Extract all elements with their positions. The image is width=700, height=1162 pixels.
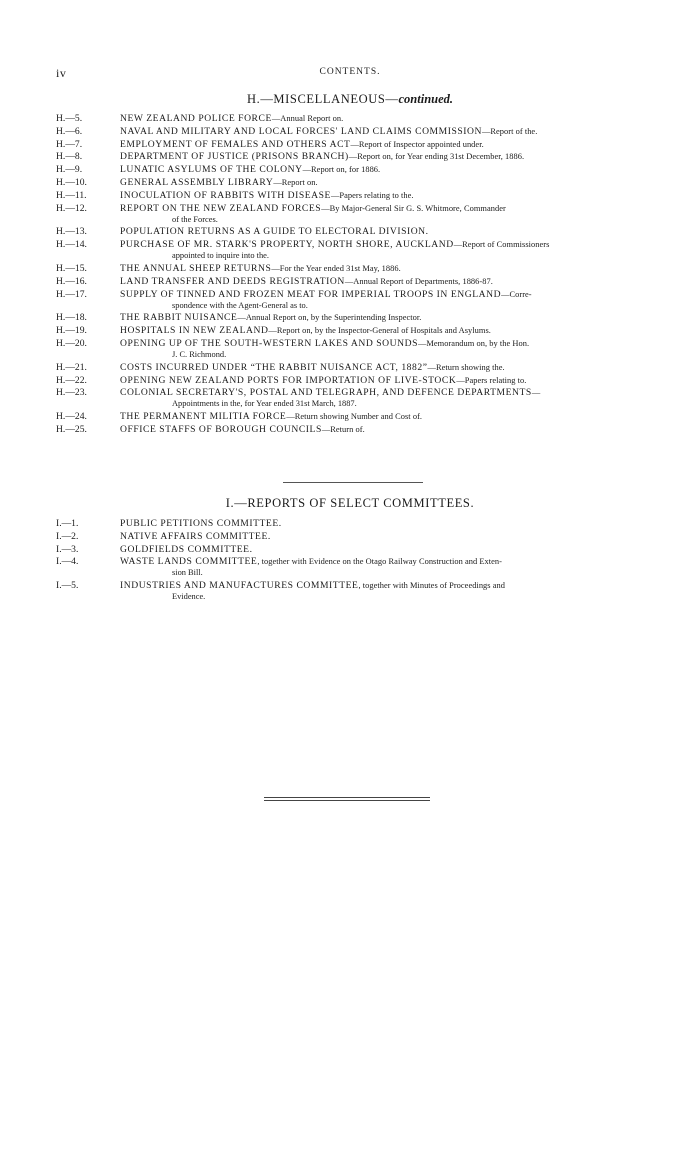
- entry-body: [120, 126, 632, 137]
- entry-description: —Papers relating to the.: [330, 190, 414, 200]
- entry-title: DEPARTMENT OF JUSTICE (PRISONS BRANCH): [120, 151, 349, 163]
- entry-body: [120, 518, 632, 529]
- entry-body: [120, 289, 632, 311]
- entry-description: —Papers relating to.: [456, 375, 527, 385]
- contents-entry: [56, 424, 632, 435]
- contents-entry: [56, 556, 632, 578]
- entry-description: —Report on, for 1886.: [302, 165, 381, 175]
- entry-title: COLONIAL SECRETARY'S, POSTAL AND TELEGRAPH, AND DEFENCE DEPARTMENTS: [120, 387, 532, 399]
- entry-description: —Annual Report on.: [271, 114, 344, 123]
- entry-code: H.—23.: [56, 387, 87, 399]
- entry-code: H.—19.: [56, 325, 87, 337]
- entry-continuation: appointed to inquire into the.: [172, 251, 269, 261]
- entry-body: [120, 139, 632, 150]
- entry-body: [120, 580, 632, 602]
- entry-title: NEW ZEALAND POLICE FORCE: [120, 113, 272, 124]
- entry-description: —Memorandum on, by the Hon.: [417, 338, 530, 348]
- entry-description: —: [531, 388, 541, 398]
- entry-code: H.—15.: [56, 262, 87, 274]
- entry-description: —Annual Report on, by the Superintending Inspector.: [237, 313, 422, 323]
- entry-body: [120, 375, 632, 386]
- entry-continuation: J. C. Richmond.: [172, 349, 227, 359]
- entry-title: OFFICE STAFFS OF BOROUGH COUNCILS: [120, 423, 322, 435]
- entry-title: INDUSTRIES AND MANUFACTURES COMMITTEE: [120, 580, 359, 592]
- contents-entry: [56, 289, 632, 311]
- entry-body: [120, 531, 632, 542]
- entry-description: —Report of the.: [481, 126, 538, 136]
- entry-title: LUNATIC ASYLUMS OF THE COLONY: [120, 164, 303, 176]
- entry-continuation: Appointments in the, for Year ended 31st March, 1887.: [172, 399, 357, 409]
- section-h-list: [56, 113, 632, 437]
- entry-description: —Corre-: [501, 289, 532, 299]
- entry-body: [120, 312, 632, 323]
- entry-body: [120, 164, 632, 175]
- end-double-rule: [264, 797, 430, 801]
- entry-body: [120, 190, 632, 201]
- entry-body: [120, 411, 632, 422]
- contents-entry: [56, 338, 632, 360]
- entry-code: I.—2.: [56, 530, 79, 542]
- entry-code: H.—6.: [56, 125, 83, 137]
- entry-body: [120, 203, 632, 225]
- entry-title: HOSPITALS IN NEW ZEALAND: [120, 325, 269, 337]
- entry-title: NAVAL AND MILITARY AND LOCAL FORCES' LAND CLAIMS COMMISSION: [120, 125, 482, 137]
- entry-title: EMPLOYMENT OF FEMALES AND OTHERS ACT: [120, 138, 351, 150]
- entry-body: [120, 226, 632, 237]
- entry-code: H.—7.: [56, 138, 83, 150]
- contents-entry: [56, 544, 632, 555]
- entry-code: H.—10.: [56, 176, 87, 188]
- entry-description: , together with Evidence on the Otago Railway Construction and Exten-: [257, 557, 502, 567]
- contents-entry: [56, 263, 632, 274]
- entry-description: —Return showing Number and Cost of.: [286, 412, 423, 422]
- contents-entry: [56, 518, 632, 529]
- entry-code: H.—14.: [56, 239, 87, 251]
- entry-code: H.—11.: [56, 189, 87, 201]
- entry-description: —Return showing the.: [427, 362, 505, 372]
- entry-title: SUPPLY OF TINNED AND FROZEN MEAT FOR IMPERIAL TROOPS IN ENGLAND: [120, 288, 502, 300]
- entry-code: H.—16.: [56, 275, 87, 287]
- contents-entry: [56, 126, 632, 137]
- entry-title: NATIVE AFFAIRS COMMITTEE.: [120, 530, 271, 542]
- section-divider: [283, 482, 423, 483]
- contents-entry: [56, 226, 632, 237]
- contents-entry: [56, 164, 632, 175]
- entry-description: —Annual Report of Departments, 1886-87.: [344, 276, 493, 286]
- contents-entry: [56, 375, 632, 386]
- contents-entry: [56, 580, 632, 602]
- contents-entry: [56, 151, 632, 162]
- entry-body: [120, 276, 632, 287]
- entry-description: —Return of.: [321, 424, 365, 434]
- entry-body: [120, 338, 632, 360]
- entry-code: H.—9.: [56, 164, 83, 176]
- entry-body: [120, 263, 632, 274]
- entry-code: I.—4.: [56, 556, 79, 568]
- section-heading-h-text: H.—MISCELLANEOUS—: [246, 92, 399, 106]
- entry-continuation: sion Bill.: [172, 568, 203, 578]
- section-heading-h: [0, 92, 700, 107]
- entry-code: I.—3.: [56, 543, 79, 555]
- entry-description: —Report on, for Year ending 31st December, 1886.: [348, 152, 525, 162]
- entry-description: —By Major-General Sir G. S. Whitmore, Commander: [321, 203, 506, 213]
- entry-title: INOCULATION OF RABBITS WITH DISEASE: [120, 189, 331, 201]
- entry-code: H.—17.: [56, 288, 87, 300]
- entry-title: POPULATION RETURNS AS A GUIDE TO ELECTORAL DIVISION.: [120, 226, 429, 238]
- entry-body: [120, 113, 632, 124]
- entry-title: COSTS INCURRED UNDER “THE RABBIT NUISANCE ACT, 1882”: [120, 361, 428, 373]
- entry-title: LAND TRANSFER AND DEEDS REGISTRATION: [120, 275, 345, 287]
- contents-entry: [56, 177, 632, 188]
- entry-continuation: of the Forces.: [172, 214, 218, 224]
- entry-body: [120, 151, 632, 162]
- entry-title: WASTE LANDS COMMITTEE: [120, 556, 258, 568]
- entry-description: —Report of Inspector appointed under.: [350, 139, 484, 149]
- entry-body: [120, 424, 632, 435]
- entry-body: [120, 239, 632, 261]
- entry-title: GENERAL ASSEMBLY LIBRARY: [120, 176, 274, 188]
- entry-body: [120, 177, 632, 188]
- entry-continuation: spondence with the Agent-General as to.: [172, 300, 308, 310]
- entry-description: —Report of Commissioners: [453, 240, 550, 250]
- contents-entry: [56, 387, 632, 409]
- entry-continuation: Evidence.: [172, 592, 206, 602]
- entry-title: THE RABBIT NUISANCE: [120, 312, 238, 324]
- contents-entry: [56, 362, 632, 373]
- section-heading-i: I.—REPORTS OF SELECT COMMITTEES.: [225, 496, 475, 510]
- page-number: iv: [56, 66, 67, 80]
- contents-entry: [56, 239, 632, 261]
- entry-code: I.—5.: [56, 580, 79, 592]
- entry-code: H.—12.: [56, 202, 87, 214]
- entry-description: —Report on, by the Inspector-General of Hospitals and Asylums.: [268, 326, 491, 336]
- contents-entry: [56, 113, 632, 124]
- contents-entry: [56, 190, 632, 201]
- entry-description: , together with Minutes of Proceedings and: [358, 581, 505, 591]
- entry-title: OPENING NEW ZEALAND PORTS FOR IMPORTATION OF LIVE-STOCK: [120, 374, 457, 386]
- section-heading-h-continued: continued.: [398, 92, 454, 106]
- entry-body: [120, 325, 632, 336]
- entry-title: GOLDFIELDS COMMITTEE.: [120, 543, 253, 555]
- contents-entry: [56, 325, 632, 336]
- entry-code: H.—18.: [56, 312, 87, 324]
- entry-title: REPORT ON THE NEW ZEALAND FORCES: [120, 202, 322, 214]
- entry-code: H.—24.: [56, 411, 87, 423]
- running-head: CONTENTS.: [319, 67, 381, 77]
- contents-entry: [56, 411, 632, 422]
- entry-description: —For the Year ended 31st May, 1886.: [271, 263, 401, 273]
- contents-entry: [56, 276, 632, 287]
- entry-description: —Report on.: [273, 177, 318, 187]
- contents-entry: [56, 312, 632, 323]
- entry-body: [120, 544, 632, 555]
- entry-title: PUBLIC PETITIONS COMMITTEE.: [120, 518, 282, 529]
- entry-code: H.—5.: [56, 113, 83, 124]
- entry-code: H.—8.: [56, 151, 83, 163]
- entry-code: H.—20.: [56, 337, 87, 349]
- entry-body: [120, 387, 632, 409]
- section-i-list: [56, 518, 632, 604]
- contents-entry: [56, 139, 632, 150]
- entry-code: I.—1.: [56, 518, 79, 529]
- entry-code: H.—22.: [56, 374, 87, 386]
- entry-code: H.—21.: [56, 361, 87, 373]
- contents-entry: [56, 203, 632, 225]
- contents-entry: [56, 531, 632, 542]
- entry-title: OPENING UP OF THE SOUTH-WESTERN LAKES AND SOUNDS: [120, 337, 418, 349]
- entry-body: [120, 556, 632, 578]
- entry-body: [120, 362, 632, 373]
- entry-title: PURCHASE OF MR. STARK'S PROPERTY, NORTH SHORE, AUCKLAND: [120, 239, 454, 251]
- entry-code: H.—25.: [56, 423, 87, 435]
- entry-code: H.—13.: [56, 226, 87, 238]
- entry-title: THE ANNUAL SHEEP RETURNS: [120, 262, 272, 274]
- entry-title: THE PERMANENT MILITIA FORCE: [120, 411, 287, 423]
